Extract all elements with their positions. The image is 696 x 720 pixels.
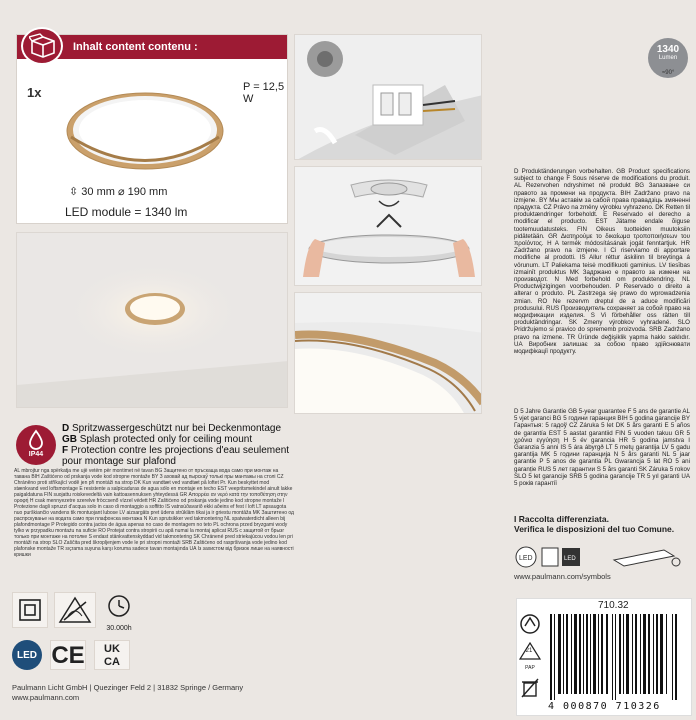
class-ii-icon: [12, 592, 48, 628]
recycle-icon: [520, 614, 540, 639]
address-web: www.paulmann.com: [12, 693, 80, 702]
lumen-unit: Lumen: [658, 55, 678, 61]
address: [12, 683, 243, 703]
pap-code: 21: [525, 648, 533, 654]
pap-label: PAP: [525, 665, 535, 671]
led-badge: [12, 640, 42, 670]
ip-line-de: Spritzwassergeschützt nur bei Deckenmontage: [72, 423, 282, 434]
content-card: [16, 34, 288, 224]
power-rating: P = 12,5 W: [243, 81, 285, 105]
photo-mounting: [294, 166, 482, 286]
quantity: 1x: [27, 85, 42, 100]
wheelie-bin-icon: [520, 678, 540, 703]
dimensions: ⇳ 30 mm ⌀ 190 mm: [69, 186, 168, 198]
cert-row: [12, 640, 130, 670]
barcode: [550, 614, 680, 700]
ukca-mark: [94, 640, 130, 670]
lifetime-hours: 30.000h: [106, 625, 132, 632]
symbols-url: www.paulmann.com/symbols: [514, 572, 611, 581]
ip-prefix-de: D: [62, 423, 70, 434]
photo-connector: [294, 34, 482, 160]
ean-number: 4 000870 710326: [548, 701, 661, 712]
ce-mark: CE: [51, 642, 85, 669]
panel-illustration: [65, 89, 225, 179]
photo-closeup: [294, 292, 482, 414]
box-icon: [21, 27, 63, 65]
ip44-label: IP44: [28, 451, 44, 458]
ip-line-f2: pour montage sur plafond: [62, 456, 176, 467]
svg-text:LED: LED: [519, 555, 533, 562]
ip-line-f: Protection contre les projections d'eau seulement: [70, 445, 290, 456]
address-line: Paulmann Licht GmbH | Quezinger Feld 2 | 31832 Springe / Germany: [12, 683, 244, 692]
guarantee-text: D 5 Jahre Garantie GB 5-year guarantee F 5 ans de garantie AL 5 vjet garanci BG 5 години гаранция BIH 5 godina garancije BY Гарантыя: 5 гадоў CZ Záruka 5 let DK 5 års garanti E 5 años de garantía EST 5 aastat garantiid FIN 5 vuoden takuu GR 5 χρόνια εγγύηση H 5 év garancia HR 5 godina jamstva I Garanzia 5 anni IS 5 ára ábyrgð LT 5 metų garantija LV 5 gadu garantija MK 5 години гаранција N 5 års garanti NL 5 jaar garantie P 5 anos de garantia PL Gwarancja 5 lat RO 5 ani garanție RUS 5 лет гарантии S 5 års garanti SK Záruka 5 rokov SLO 5 let garancije SRB 5 godina garancije TR 5 yıl garanti UA 5 років гарантії: [514, 408, 690, 488]
ip-translations: AL mbrojtur nga spërkatja me ujë vetëm për montimet në tavan BG Защитено от пръскаща вода само при монтаж на тавана BIH Zaštićeno od prskanja vode kod stropne montaže BY З аховай ад пырскаў толькі пры мантажы на столі CZ Chráněno proti stříkající vodě jen při montáži na strop DK Kun vandtæt ved vandtæt på loftet Pr. Kun beskyttet mod stænkvand ved loftsmontage E resistente a salpicaduras de agua sólo en montaje en techo EST veepritsmekindel ainult lakke paigaldatuna FIN suojattu roiskevedeltä vain kattoasennuksen yhteydessä GR Απορρέει αν νερό κατά την τοποθέτηση στην οροφή H csak mennyezetre szerelve fröccsenő vízzel védett HR Zaštićeno od prskanja vode jedino kod stropne montaže I Protezione dagli spruzzi d'acqua solo in caso di montaggio a soffitto IS vatnsúðavarið ekki aðeins ef fest í loft LT apsaugota nuo purškiančio vandens tik montuojant lubose LV aizsargāts pret ūdens strūklām tikai ja ir griestu montāža MK Заштитено од распрскување на водата само при плафонска монтажа N Kun sprutsikker ved takmontering NL spatwaterdicht alleen bij plafondmontage P Protegido contra jactos de água apenas no caso de montagem no teto PL ochrona przed bryzgami wody tylko w przypadku montażu na suficie RO Protejat contra stropirii cu apă numai la montaj aplicat RUS с защитой от брызг только при монтаже на потолке S endast stänkvattenskyddad vid takmontering SK Chránené pred striekajúcou vodou len pri montáži na strop SLO Zaščita pred škropljenjem vode le pri stropni montaži SRB Zaštićeno od raspršivanja vode jedino kod plafonske montaže TR sıçrama suyuna karşı koruma sadece tavan montajında UA Із захистом від бризок лише на наявності кришки: [14, 468, 294, 558]
pap-recycling-icon: [518, 642, 542, 672]
product-changes-text: D Produktänderungen vorbehalten. GB Product specifications subject to change F Sous réserve de modifications du produit. AL Rezervohen ndryshimet në produkt BG Запазване си правото за промени на продукта. BIH Zadržano pravo na izmjene. BY Мы аставім за сабой права правадзіць змяненні прадукта. CZ Právo na změny výrobku vyhrazeno. DK Retten til produktændringer forbeholdt. E Reservado el derecho a modificar el producto. EST Jätame endale õiguse tootemuudatusteks. FIN Oikeus tuotteiden muutoksiin pidätetään. GR Διατηρούμε το δικαίωμα τροποποιήσεων του προϊόντος. H A termék módosításának jogát fenntartjuk. HR Zadržano pravo na izmjene. I Ci riserviamo di apportare modifiche al prodotti. IS Allur réttur áskilinn til breytinga á vörunum. LT Paliekama teisė modifikuoti gaminius. LV tiesības izmainīt produktus MK Задржано е правото за измени на производот. N Med forbehold om produktendring. NL Productwijzigingen voorbehouden. P Reservado o direito a alterar o produto. PL Zastrzega się prawo do wprowadzenia zmian. RO Ne rezervm dreptul de a aduce modificări produsului. RUS Производитель сохраняет за собой право на модификации изделия. S Vi förbehåller oss rätten till produktändringar. SK Zmeny výrobkov vyhradené. SLO Pridržujemo si pravico do sprememb proizvoda. SRB Zadržano pravo na izmene. TR Üründe değişiklik yapma hakkı saklıdır. UA Виробник залишає за собою право здійснювати модифікації продукту.: [514, 168, 690, 356]
disposal-note: [514, 514, 674, 534]
svg-text:LED: LED: [564, 556, 576, 562]
ip44-icon: [16, 425, 56, 465]
insulation-warning-icon: [54, 592, 96, 628]
led-badge-label: LED: [17, 649, 37, 661]
photo-room: [16, 232, 288, 408]
led-module: LED module = 1340 lm: [65, 205, 188, 219]
lumen-value: 1340: [656, 44, 680, 55]
ukca-bottom: CA: [104, 656, 120, 668]
ip-prefix-gb: GB: [62, 434, 77, 445]
disposal-line2: Verifica le disposizioni del tuo Comune.: [514, 524, 675, 534]
symbols-row: [514, 544, 694, 570]
ip-description: [62, 423, 292, 467]
content-header: Inhalt content contenu :: [17, 35, 287, 59]
beam-angle: ≈90°: [662, 70, 675, 76]
product-code: 710.32: [598, 600, 629, 611]
ip-prefix-f: F: [62, 445, 69, 456]
lifetime-icon: [102, 594, 136, 634]
ukca-top: UK: [104, 643, 120, 655]
disposal-line1: I Raccolta differenziata.: [514, 514, 609, 524]
ip-line-gb: Splash protected only for ceiling mount: [79, 434, 253, 445]
